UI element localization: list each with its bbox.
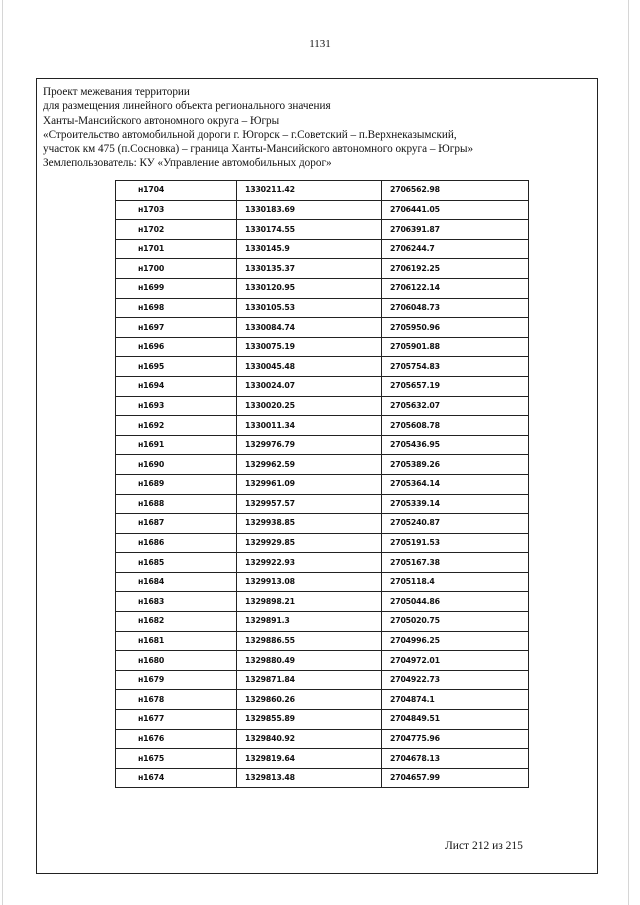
point-id-cell: н1699 xyxy=(116,278,237,298)
table-row xyxy=(116,416,529,436)
y-coordinate-cell: 2706391.87 xyxy=(382,220,529,240)
x-coordinate-cell: 1330120.95 xyxy=(237,278,382,298)
y-coordinate-cell: 2706562.98 xyxy=(382,181,529,201)
y-coordinate-cell: 2705118.4 xyxy=(382,572,529,592)
y-coordinate-cell: 2704775.96 xyxy=(382,729,529,749)
y-coordinate-cell: 2706441.05 xyxy=(382,200,529,220)
table-row xyxy=(116,337,529,357)
point-id-cell: н1679 xyxy=(116,670,237,690)
y-coordinate-cell: 2705950.96 xyxy=(382,318,529,338)
x-coordinate-cell: 1330020.25 xyxy=(237,396,382,416)
point-id-cell: н1696 xyxy=(116,337,237,357)
x-coordinate-cell: 1330045.48 xyxy=(237,357,382,377)
y-coordinate-cell: 2705657.19 xyxy=(382,376,529,396)
point-id-cell: н1685 xyxy=(116,553,237,573)
x-coordinate-cell: 1330211.42 xyxy=(237,181,382,201)
y-coordinate-cell: 2705901.88 xyxy=(382,337,529,357)
point-id-cell: н1695 xyxy=(116,357,237,377)
x-coordinate-cell: 1330183.69 xyxy=(237,200,382,220)
x-coordinate-cell: 1330084.74 xyxy=(237,318,382,338)
x-coordinate-cell: 1329871.84 xyxy=(237,670,382,690)
table-row xyxy=(116,200,529,220)
x-coordinate-cell: 1329819.64 xyxy=(237,749,382,769)
x-coordinate-cell: 1329860.26 xyxy=(237,690,382,710)
y-coordinate-cell: 2705167.38 xyxy=(382,553,529,573)
header-line: Проект межевания территории xyxy=(43,86,190,98)
table-row xyxy=(116,220,529,240)
point-id-cell: н1687 xyxy=(116,514,237,534)
point-id-cell: н1694 xyxy=(116,376,237,396)
table-row xyxy=(116,514,529,534)
y-coordinate-cell: 2704874.1 xyxy=(382,690,529,710)
point-id-cell: н1688 xyxy=(116,494,237,514)
point-id-cell: н1697 xyxy=(116,318,237,338)
x-coordinate-cell: 1329938.85 xyxy=(237,514,382,534)
x-coordinate-cell: 1330075.19 xyxy=(237,337,382,357)
x-coordinate-cell: 1329840.92 xyxy=(237,729,382,749)
x-coordinate-cell: 1329813.48 xyxy=(237,768,382,788)
point-id-cell: н1693 xyxy=(116,396,237,416)
y-coordinate-cell: 2704996.25 xyxy=(382,631,529,651)
scan-edge-right xyxy=(628,0,629,905)
point-id-cell: н1684 xyxy=(116,572,237,592)
point-id-cell: н1676 xyxy=(116,729,237,749)
y-coordinate-cell: 2705044.86 xyxy=(382,592,529,612)
point-id-cell: н1691 xyxy=(116,435,237,455)
y-coordinate-cell: 2704972.01 xyxy=(382,651,529,671)
y-coordinate-cell: 2704678.13 xyxy=(382,749,529,769)
y-coordinate-cell: 2705020.75 xyxy=(382,612,529,632)
header-line: Землепользователь: КУ «Управление автомобильных дорог» xyxy=(43,157,332,170)
y-coordinate-cell: 2705339.14 xyxy=(382,494,529,514)
x-coordinate-cell: 1329957.57 xyxy=(237,494,382,514)
table-row xyxy=(116,239,529,259)
table-row xyxy=(116,710,529,730)
table-row xyxy=(116,768,529,788)
y-coordinate-cell: 2705389.26 xyxy=(382,455,529,475)
y-coordinate-cell: 2704657.99 xyxy=(382,768,529,788)
y-coordinate-cell: 2704922.73 xyxy=(382,670,529,690)
x-coordinate-cell: 1329855.89 xyxy=(237,710,382,730)
table-row xyxy=(116,435,529,455)
table-row xyxy=(116,749,529,769)
y-coordinate-cell: 2706244.7 xyxy=(382,239,529,259)
x-coordinate-cell: 1329976.79 xyxy=(237,435,382,455)
table-row xyxy=(116,572,529,592)
table-row xyxy=(116,631,529,651)
table-row xyxy=(116,318,529,338)
x-coordinate-cell: 1329886.55 xyxy=(237,631,382,651)
header-line: участок км 475 (п.Сосновка) – граница Ханты-Мансийского автономного округа – Югры» xyxy=(43,143,474,156)
table-row xyxy=(116,533,529,553)
point-id-cell: н1680 xyxy=(116,651,237,671)
y-coordinate-cell: 2705240.87 xyxy=(382,514,529,534)
table-row xyxy=(116,357,529,377)
y-coordinate-cell: 2705191.53 xyxy=(382,533,529,553)
table-row xyxy=(116,553,529,573)
point-id-cell: н1702 xyxy=(116,220,237,240)
table-row xyxy=(116,181,529,201)
point-id-cell: н1681 xyxy=(116,631,237,651)
x-coordinate-cell: 1329962.59 xyxy=(237,455,382,475)
table-row xyxy=(116,376,529,396)
x-coordinate-cell: 1329891.3 xyxy=(237,612,382,632)
point-id-cell: н1692 xyxy=(116,416,237,436)
y-coordinate-cell: 2706048.73 xyxy=(382,298,529,318)
table-row xyxy=(116,455,529,475)
point-id-cell: н1683 xyxy=(116,592,237,612)
table-row xyxy=(116,592,529,612)
coordinates-table xyxy=(115,180,529,788)
sheet-label: Лист 212 из 215 xyxy=(445,840,523,852)
table-row xyxy=(116,494,529,514)
y-coordinate-cell: 2706122.14 xyxy=(382,278,529,298)
table-row xyxy=(116,670,529,690)
header-line: Ханты-Мансийского автономного округа – Югры xyxy=(43,114,280,127)
point-id-cell: н1677 xyxy=(116,710,237,730)
x-coordinate-cell: 1330174.55 xyxy=(237,220,382,240)
y-coordinate-cell: 2705632.07 xyxy=(382,396,529,416)
point-id-cell: н1678 xyxy=(116,690,237,710)
point-id-cell: н1690 xyxy=(116,455,237,475)
point-id-cell: н1674 xyxy=(116,768,237,788)
table-row xyxy=(116,259,529,279)
scan-edge-left xyxy=(2,0,3,905)
x-coordinate-cell: 1329922.93 xyxy=(237,553,382,573)
x-coordinate-cell: 1329898.21 xyxy=(237,592,382,612)
table-row xyxy=(116,651,529,671)
point-id-cell: н1701 xyxy=(116,239,237,259)
table-row xyxy=(116,690,529,710)
y-coordinate-cell: 2705608.78 xyxy=(382,416,529,436)
x-coordinate-cell: 1330024.07 xyxy=(237,376,382,396)
point-id-cell: н1686 xyxy=(116,533,237,553)
x-coordinate-cell: 1329880.49 xyxy=(237,651,382,671)
point-id-cell: н1703 xyxy=(116,200,237,220)
point-id-cell: н1682 xyxy=(116,612,237,632)
header-line: для размещения линейного объекта регионального значения xyxy=(43,100,331,113)
x-coordinate-cell: 1330135.37 xyxy=(237,259,382,279)
table-row xyxy=(116,612,529,632)
point-id-cell: н1700 xyxy=(116,259,237,279)
x-coordinate-cell: 1330105.53 xyxy=(237,298,382,318)
table-row xyxy=(116,298,529,318)
table-row xyxy=(116,278,529,298)
y-coordinate-cell: 2704849.51 xyxy=(382,710,529,730)
x-coordinate-cell: 1329913.08 xyxy=(237,572,382,592)
point-id-cell: н1689 xyxy=(116,474,237,494)
y-coordinate-cell: 2706192.25 xyxy=(382,259,529,279)
y-coordinate-cell: 2705436.95 xyxy=(382,435,529,455)
header-line: «Строительство автомобильной дороги г. Югорск – г.Советский – п.Верхнеказымский, xyxy=(43,128,457,141)
table-row xyxy=(116,474,529,494)
table-row xyxy=(116,729,529,749)
point-id-cell: н1704 xyxy=(116,181,237,201)
x-coordinate-cell: 1329929.85 xyxy=(237,533,382,553)
point-id-cell: н1675 xyxy=(116,749,237,769)
x-coordinate-cell: 1329961.09 xyxy=(237,474,382,494)
point-id-cell: н1698 xyxy=(116,298,237,318)
x-coordinate-cell: 1330011.34 xyxy=(237,416,382,436)
document-header xyxy=(43,85,473,171)
y-coordinate-cell: 2705754.83 xyxy=(382,357,529,377)
page-number: 1131 xyxy=(309,38,331,50)
y-coordinate-cell: 2705364.14 xyxy=(382,474,529,494)
x-coordinate-cell: 1330145.9 xyxy=(237,239,382,259)
table-row xyxy=(116,396,529,416)
